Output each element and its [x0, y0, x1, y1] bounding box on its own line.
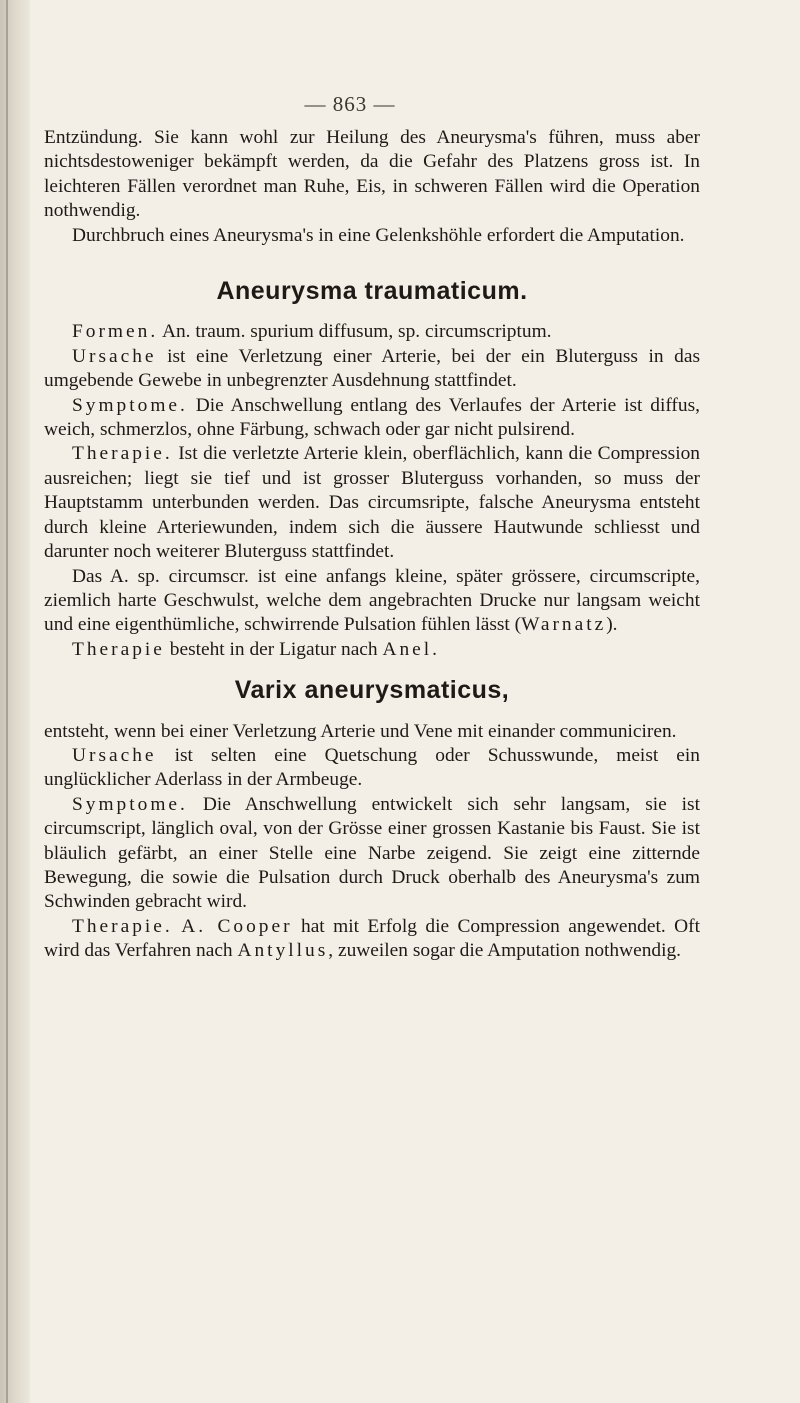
varix-ursache-label: Ursache	[72, 744, 157, 766]
section-heading-aneurysma-traumaticum: Aneurysma traumaticum.	[216, 277, 528, 306]
varix-therapie-label: Therapie.	[72, 915, 173, 937]
author-name-warnatz: Warnatz	[521, 614, 607, 636]
intro-paragraph: Entzündung. Sie kann wohl zur Heilung des Aneurysma's führen, muss aber nichtsdestoweniger bekämpft werden, da die Gefahr des Platzens gross ist. In leichteren Fällen verordnet man Ruhe, Eis, in schweren Fällen wird die Operation nothwendig.	[44, 127, 700, 222]
therapie-text: Ist die verletzte Arterie klein, oberflächlich, kann die Compression ausreichen; liegt sie tief und ist grosser Bluterguss vorhanden, so muss der Hauptstamm unterbunden werden. Das circumsripte, falsche Aneurysma entsteht durch kleine Arteriewunden, indem sich die äussere Hautwunde schliesst und darunter noch weiterer Bluterguss stattfindet.	[44, 443, 700, 563]
therapie-paragraph	[44, 442, 700, 564]
symptome-text: Die Anschwellung entlang des Verlaufes der Arterie ist diffus, weich, schmerzlos, ohne Färbung, schwach oder gar nicht pulsirend.	[44, 394, 700, 441]
ursache-label: Ursache	[72, 345, 157, 367]
therapie-ligatur-end: .	[432, 638, 438, 660]
therapie-ligatur-paragraph	[44, 638, 700, 662]
varix-ursache-text: ist selten eine Quetschung oder Schusswunde, meist ein unglücklicher Aderlass in der Armbeuge.	[44, 744, 700, 791]
varix-symptome-label: Symptome.	[72, 793, 188, 815]
circumscriptum-paragraph	[44, 565, 700, 638]
varix-intro-paragraph: entsteht, wenn bei einer Verletzung Arterie und Vene mit einander communiciren.	[44, 720, 677, 742]
author-name-antyllus: Antyllus	[237, 940, 329, 962]
section-heading-varix-aneurysmaticus: Varix aneurysmaticus,	[234, 676, 510, 705]
formen-text: An. traum. spurium diffusum, sp. circumscriptum.	[161, 321, 552, 343]
varix-therapie-end: , zuweilen sogar die Amputation nothwendig.	[328, 940, 682, 962]
page-number: — 863 —	[304, 92, 396, 116]
varix-ursache-paragraph	[44, 744, 700, 793]
varix-symptome-text: Die Anschwellung entwickelt sich sehr langsam, sie ist circumscript, länglich oval, von der Grösse einer grossen Kastanie bis Faust. Sie ist bläulich gefärbt, an einer Stelle eine Narbe zeigend. Sie zeigt eine zitternde Bewegung, die sowie die Pulsation durch Druck oberhalb des Aneurysma's zum Schwinden gebracht wird.	[44, 793, 700, 913]
ursache-paragraph	[44, 345, 700, 394]
circumscriptum-text: Das A. sp. circumscr. ist eine anfangs kleine, später grössere, circumscripte, ziemlich harte Geschwulst, welche dem angebrachten Drucke nur langsam weicht und eine eigenthümliche, schwirrende Pulsation fühlen lässt (	[44, 565, 700, 636]
formen-label: Formen.	[72, 321, 159, 343]
circumscriptum-end: ).	[606, 614, 618, 636]
symptome-label: Symptome.	[72, 394, 188, 416]
ursache-text: ist eine Verletzung einer Arterie, bei der ein Bluterguss in das umgebende Gewebe in unbegrenzter Ausdehnung stattfindet.	[44, 345, 700, 392]
symptome-paragraph	[44, 394, 700, 443]
therapie-label: Therapie.	[72, 443, 173, 465]
varix-symptome-paragraph	[44, 793, 700, 915]
author-name-anel: Anel	[382, 638, 433, 660]
page-body	[44, 126, 700, 964]
therapie-ligatur-text: besteht in der Ligatur nach	[169, 638, 378, 660]
formen-paragraph	[44, 320, 700, 344]
therapie-label-2: Therapie	[72, 638, 165, 660]
varix-therapie-text: hat mit Erfolg die Compression angewendet. Oft wird das Verfahren nach	[44, 915, 700, 962]
intro-paragraph-2: Durchbruch eines Aneurysma's in eine Gelenkshöhle erfordert die Amputation.	[72, 224, 685, 246]
varix-therapie-paragraph	[44, 915, 700, 964]
author-name-cooper: A. Cooper	[181, 915, 293, 937]
